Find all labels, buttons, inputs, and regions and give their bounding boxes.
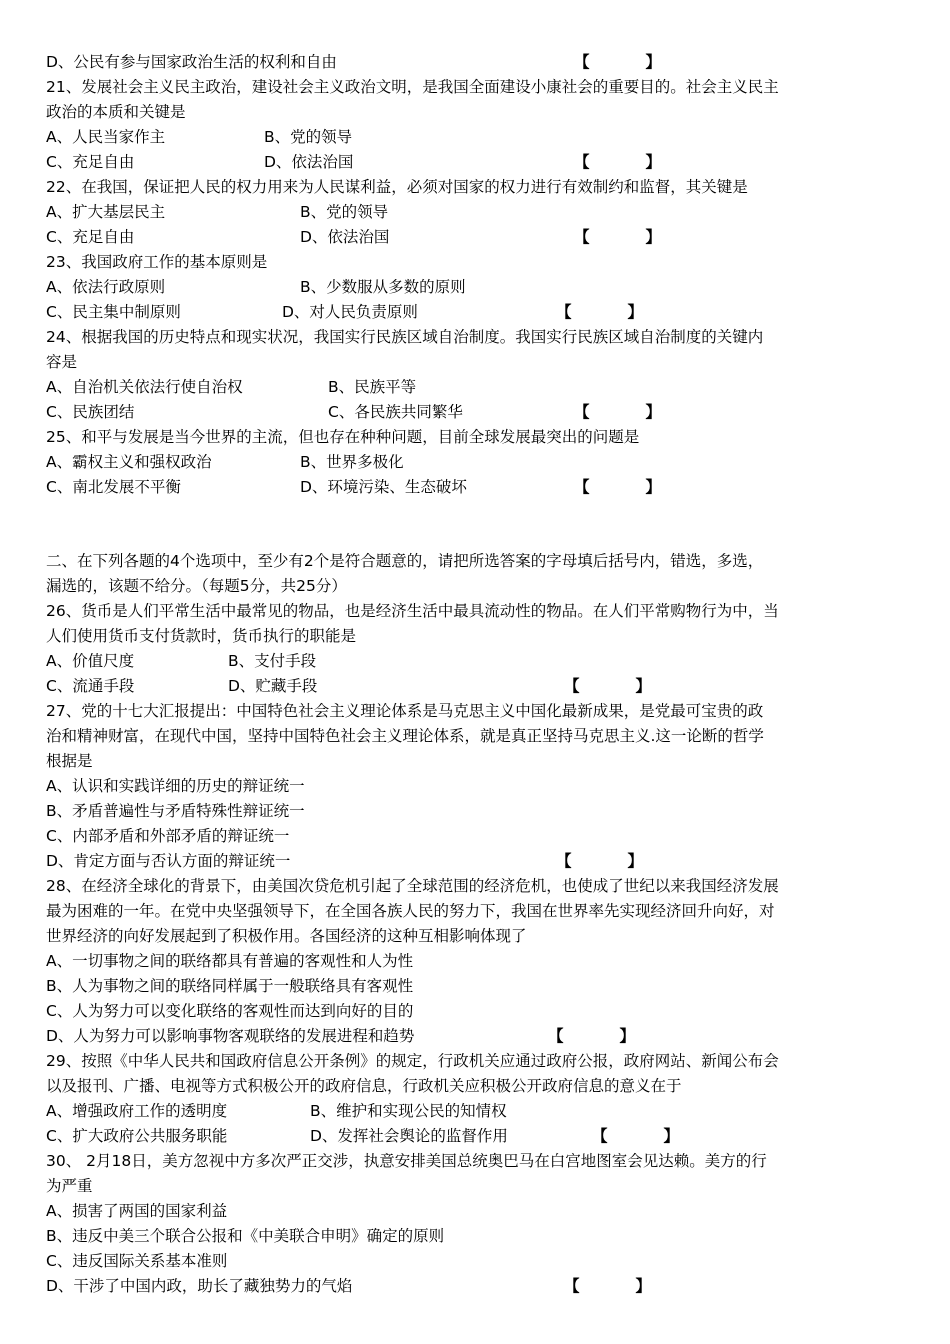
answer-bracket: 【 】 (592, 1127, 680, 1145)
answer-bracket: 【 】 (574, 403, 662, 421)
option-d: D、贮藏手段 (228, 677, 318, 695)
option-d: D、依法治国 (300, 228, 390, 246)
answer-bracket: 【 】 (574, 478, 662, 496)
option-c: C、扩大政府公共服务职能 (46, 1127, 228, 1145)
answer-bracket: 【 】 (548, 1027, 636, 1045)
option-b: B、少数服从多数的原则 (300, 278, 466, 296)
answer-bracket: 【 】 (574, 53, 662, 71)
option-b: B、世界多极化 (300, 453, 404, 471)
option-c: C、民族团结 (46, 403, 135, 421)
option-d: C、各民族共同繁华 (328, 403, 463, 421)
answer-bracket: 【 】 (574, 153, 662, 171)
option-d: D、环境污染、生态破坏 (300, 478, 467, 496)
option-c: C、流通手段 (46, 677, 135, 695)
option-b: B、民族平等 (328, 378, 417, 396)
answer-bracket: 【 】 (556, 852, 644, 870)
option-a: A、自治机关依法行使自治权 (46, 378, 243, 396)
option-c: C、南北发展不平衡 (46, 478, 181, 496)
option-d: D、公民有参与国家政治生活的权利和自由 (46, 53, 337, 71)
option-a: A、依法行政原则 (46, 278, 166, 296)
option-a: A、霸权主义和强权政治 (46, 453, 212, 471)
answer-bracket: 【 】 (556, 303, 644, 321)
answer-bracket: 【 】 (564, 1277, 652, 1295)
option-b: B、支付手段 (228, 652, 317, 670)
option-b: B、党的领导 (264, 128, 353, 146)
answer-bracket: 【 】 (564, 677, 652, 695)
option-d: D、发挥社会舆论的监督作用 (310, 1127, 508, 1145)
option-a: A、价值尺度 (46, 652, 135, 670)
option-a: A、人民当家作主 (46, 128, 166, 146)
option-b: B、党的领导 (300, 203, 389, 221)
option-c: C、充足自由 (46, 228, 135, 246)
option-a: A、增强政府工作的透明度 (46, 1102, 228, 1120)
option-d: D、依法治国 (264, 153, 354, 171)
option-d: D、对人民负责原则 (282, 303, 418, 321)
exam-page: D、公民有参与国家政治生活的权利和自由 【 】 21、发展社会主义民主政治，建设社会主义政治文明，是我国全面建设小康社会的重要目的。社会主义民主 政治的本质和关键是 A、人民当家作主 B、党的领导 C、充足自由 D、依法治国 【 】 22、在我国，保证把人民的权力用来为人民谋利益，必须对国家的权力进行有效制约和监督，其关键是 A、扩大基层民主 B、党的领导 C、充足自由 D、依法治国 【 】 23、我国政府工作的基本原则是 A、依法行政原则 B、少数服从多数的原则 C、民主集中制原则 D、对人民负责原则 【 】 24、根据我国的历史特点和现实状况，我国实行民族区域自治制度。我国实行民族区域自治制度的关键内 容是 A、自治机关依法行使自治权 B、民族平等 C、民族团结 C、各民族共同繁华 【 】 25、和平与发展是当今世界的主流，但也存在种种问题，目前全球发展最突出的问题是 A、霸权主义和强权政治 B、世界多极化 C、南北发展不平衡 D、环境污染、生态破坏 【 】 二、在下列各题的4个选项中，至少有2个是符合题意的，请把所选答案的字母填后括号内，错选，多选， 漏选的，该题不给分。（每题5分，共25分） 26、货币是人们平常生活中最常见的物品，也是经济生活中最具流动性的物品。在人们平常购物行为中，当 人们使用货币支付货款时，货币执行的职能是 A、价值尺度 B、支付手段 C、流通手段 D、贮藏手段 【 】 27、党的十七大汇报提出：中国特色社会主义理论体系是马克思主义中国化最新成果，是党最可宝贵的政 治和精神财富，在现代中国，坚持中国特色社会主义理论体系，就是真正坚持马克思主义.这一论断的哲学 根据是 A、认识和实践详细的历史的辩证统一 B、矛盾普遍性与矛盾特殊性辩证统一 C、内部矛盾和外部矛盾的辩证统一 D、肯定方面与否认方面的辩证统一 【 】 28、在经济全球化的背景下，由美国次贷危机引起了全球范围的经济危机，也使成了世纪以来我国经济发展 最为困难的一年。在党中央坚强领导下，在全国各族人民的努力下，我国在世界率先实现经济回升向好，对 世界经济的向好发展起到了积极作用。各国经济的这种互相影响体现了 A、一切事物之间的联络都具有普遍的客观性和人为性 B、人为事物之间的联络同样属于一般联络具有客观性 C、人为努力可以变化联络的客观性而达到向好的目的 D、人为努力可以影响事物客观联络的发展进程和趋势 【 】 29、按照《中华人民共和国政府信息公开条例》的规定，行政机关应通过政府公报，政府网站、新闻公布会 以及报刊、广播、电视等方式积极公开的政府信息，行政机关应积极公开政府信息的意义在于 A、增强政府工作的透明度 B、维护和实现公民的知情权 C、扩大政府公共服务职能 D、发挥社会舆论的监督作用 【 】 30、 2月18日，美方忽视中方多次严正交涉，执意安排美国总统奥巴马在白宫地图室会见达赖。美方的行 为严重 A、损害了两国的国家利益 B、违反中美三个联合公报和《中美联合申明》确定的原则 C、违反国际关系基本准则 D、干涉了中国内政，助长了藏独势力的气焰 【 】 (0, 0, 950, 1344)
option-a: A、扩大基层民主 (46, 203, 166, 221)
answer-bracket: 【 】 (574, 228, 662, 246)
option-c: C、民主集中制原则 (46, 303, 181, 321)
option-b: B、维护和实现公民的知情权 (310, 1102, 507, 1120)
option-c: C、充足自由 (46, 153, 135, 171)
